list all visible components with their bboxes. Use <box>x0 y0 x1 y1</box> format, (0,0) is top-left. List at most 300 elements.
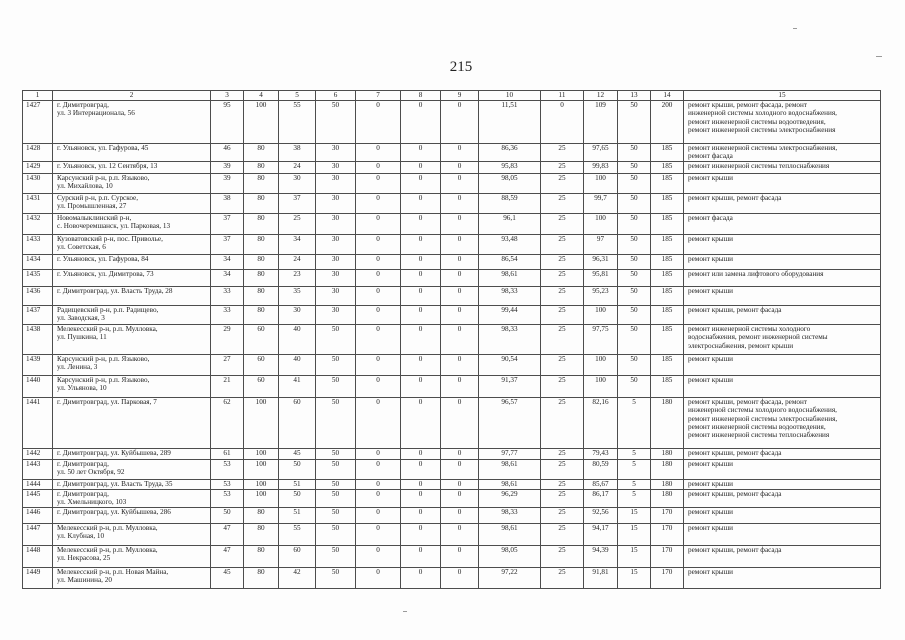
value-col-14-cell: 170 <box>651 545 684 567</box>
column-number-header: 12 <box>584 91 618 101</box>
column-number-header: 7 <box>356 91 401 101</box>
column-number-header: 6 <box>316 91 356 101</box>
work-list-cell: ремонт крыши, ремонт фасада <box>684 545 881 567</box>
value-col-6-cell: 30 <box>316 144 356 162</box>
value-col-10-cell: 98,05 <box>479 173 541 193</box>
value-col-7-cell: 0 <box>356 305 401 324</box>
work-list-cell: ремонт крыши <box>684 459 881 479</box>
value-col-8-cell: 0 <box>401 324 441 354</box>
value-col-4-cell: 80 <box>244 161 279 173</box>
value-col-6-cell: 30 <box>316 254 356 269</box>
row-number-cell: 1446 <box>23 507 53 523</box>
value-col-14-cell: 170 <box>651 523 684 545</box>
value-col-6-cell: 30 <box>316 213 356 234</box>
table-row <box>23 375 881 397</box>
table-row <box>23 459 881 479</box>
table-row <box>23 161 881 173</box>
value-col-10-cell: 98,61 <box>479 269 541 286</box>
row-number-cell: 1437 <box>23 305 53 324</box>
value-col-6-cell: 30 <box>316 234 356 254</box>
address-cell: г. Димитровград, ул. Куйбышева, 286 <box>53 507 211 523</box>
value-col-14-cell: 185 <box>651 269 684 286</box>
row-number-cell: 1433 <box>23 234 53 254</box>
value-col-14-cell: 185 <box>651 254 684 269</box>
value-col-8-cell: 0 <box>401 354 441 375</box>
value-col-13-cell: 15 <box>618 507 651 523</box>
value-col-13-cell: 15 <box>618 523 651 545</box>
value-col-8-cell: 0 <box>401 305 441 324</box>
value-col-6-cell: 30 <box>316 269 356 286</box>
value-col-13-cell: 5 <box>618 489 651 507</box>
work-list-cell: ремонт крыши, ремонт фасада, ремонт инженерной системы холодного водоснабжения, ремонт инженерной системы электроснабжения, ремонт инженерной системы водоотведения, ремонт инженерной системы теплоснабжения <box>684 397 881 448</box>
value-col-13-cell: 5 <box>618 459 651 479</box>
value-col-9-cell: 0 <box>441 448 479 459</box>
value-col-4-cell: 80 <box>244 254 279 269</box>
work-list-cell: ремонт крыши <box>684 286 881 305</box>
value-col-11-cell: 25 <box>541 545 584 567</box>
value-col-11-cell: 25 <box>541 375 584 397</box>
value-col-5-cell: 41 <box>279 375 316 397</box>
value-col-14-cell: 185 <box>651 324 684 354</box>
value-col-10-cell: 95,83 <box>479 161 541 173</box>
value-col-3-cell: 61 <box>211 448 244 459</box>
value-col-3-cell: 37 <box>211 234 244 254</box>
value-col-11-cell: 25 <box>541 173 584 193</box>
column-number-header: 15 <box>684 91 881 101</box>
value-col-10-cell: 90,54 <box>479 354 541 375</box>
table-row <box>23 397 881 448</box>
work-list-cell: ремонт фасада <box>684 213 881 234</box>
value-col-12-cell: 95,81 <box>584 269 618 286</box>
value-col-11-cell: 25 <box>541 448 584 459</box>
value-col-7-cell: 0 <box>356 213 401 234</box>
value-col-8-cell: 0 <box>401 459 441 479</box>
value-col-14-cell: 185 <box>651 213 684 234</box>
value-col-7-cell: 0 <box>356 234 401 254</box>
table-row <box>23 286 881 305</box>
value-col-3-cell: 62 <box>211 397 244 448</box>
value-col-9-cell: 0 <box>441 567 479 588</box>
row-number-cell: 1439 <box>23 354 53 375</box>
value-col-3-cell: 50 <box>211 507 244 523</box>
row-number-cell: 1438 <box>23 324 53 354</box>
value-col-4-cell: 100 <box>244 459 279 479</box>
work-list-cell: ремонт инженерной системы теплоснабжения <box>684 161 881 173</box>
column-number-header: 4 <box>244 91 279 101</box>
value-col-3-cell: 29 <box>211 324 244 354</box>
value-col-11-cell: 25 <box>541 161 584 173</box>
value-col-14-cell: 185 <box>651 144 684 162</box>
value-col-12-cell: 100 <box>584 305 618 324</box>
address-cell: г. Ульяновск, ул. Гафурова, 84 <box>53 254 211 269</box>
value-col-14-cell: 180 <box>651 448 684 459</box>
value-col-14-cell: 185 <box>651 234 684 254</box>
value-col-4-cell: 80 <box>244 567 279 588</box>
work-list-cell: ремонт крыши, ремонт фасада <box>684 448 881 459</box>
row-number-cell: 1431 <box>23 193 53 213</box>
value-col-4-cell: 100 <box>244 101 279 144</box>
value-col-14-cell: 185 <box>651 161 684 173</box>
table-row <box>23 173 881 193</box>
value-col-12-cell: 97 <box>584 234 618 254</box>
address-cell: г. Димитровград, ул. Парковая, 7 <box>53 397 211 448</box>
table-row <box>23 254 881 269</box>
work-list-cell: ремонт крыши <box>684 173 881 193</box>
address-cell: г. Димитровград, ул. 3 Интернационала, 56 <box>53 101 211 144</box>
row-number-cell: 1441 <box>23 397 53 448</box>
value-col-6-cell: 50 <box>316 354 356 375</box>
value-col-5-cell: 34 <box>279 234 316 254</box>
value-col-5-cell: 55 <box>279 523 316 545</box>
value-col-3-cell: 39 <box>211 173 244 193</box>
work-list-cell: ремонт крыши <box>684 234 881 254</box>
row-number-cell: 1440 <box>23 375 53 397</box>
value-col-8-cell: 0 <box>401 567 441 588</box>
row-number-cell: 1436 <box>23 286 53 305</box>
value-col-9-cell: 0 <box>441 305 479 324</box>
address-cell: Сурский р-н, р.п. Сурское, ул. Промышленная, 27 <box>53 193 211 213</box>
value-col-9-cell: 0 <box>441 545 479 567</box>
value-col-11-cell: 25 <box>541 324 584 354</box>
table-row <box>23 489 881 507</box>
value-col-7-cell: 0 <box>356 545 401 567</box>
data-table <box>22 90 881 589</box>
value-col-13-cell: 50 <box>618 193 651 213</box>
column-number-header: 14 <box>651 91 684 101</box>
value-col-6-cell: 30 <box>316 305 356 324</box>
value-col-7-cell: 0 <box>356 254 401 269</box>
value-col-11-cell: 25 <box>541 269 584 286</box>
value-col-10-cell: 96,1 <box>479 213 541 234</box>
value-col-11-cell: 0 <box>541 101 584 144</box>
value-col-11-cell: 25 <box>541 286 584 305</box>
value-col-3-cell: 34 <box>211 254 244 269</box>
value-col-10-cell: 86,54 <box>479 254 541 269</box>
value-col-11-cell: 25 <box>541 479 584 489</box>
value-col-13-cell: 50 <box>618 234 651 254</box>
value-col-14-cell: 170 <box>651 507 684 523</box>
value-col-4-cell: 100 <box>244 489 279 507</box>
value-col-8-cell: 0 <box>401 489 441 507</box>
value-col-8-cell: 0 <box>401 523 441 545</box>
work-list-cell: ремонт крыши <box>684 254 881 269</box>
value-col-3-cell: 46 <box>211 144 244 162</box>
scan-mark <box>403 611 407 612</box>
value-col-9-cell: 0 <box>441 144 479 162</box>
value-col-10-cell: 96,57 <box>479 397 541 448</box>
address-cell: г. Димитровград, ул. Власть Труда, 35 <box>53 479 211 489</box>
value-col-13-cell: 50 <box>618 173 651 193</box>
value-col-3-cell: 39 <box>211 161 244 173</box>
value-col-12-cell: 85,67 <box>584 479 618 489</box>
value-col-4-cell: 60 <box>244 375 279 397</box>
value-col-9-cell: 0 <box>441 523 479 545</box>
value-col-8-cell: 0 <box>401 144 441 162</box>
value-col-8-cell: 0 <box>401 448 441 459</box>
value-col-6-cell: 50 <box>316 507 356 523</box>
value-col-9-cell: 0 <box>441 286 479 305</box>
value-col-5-cell: 60 <box>279 545 316 567</box>
value-col-12-cell: 92,56 <box>584 507 618 523</box>
value-col-4-cell: 80 <box>244 507 279 523</box>
table-row <box>23 269 881 286</box>
value-col-9-cell: 0 <box>441 234 479 254</box>
value-col-10-cell: 98,05 <box>479 545 541 567</box>
value-col-4-cell: 80 <box>244 286 279 305</box>
value-col-5-cell: 51 <box>279 479 316 489</box>
value-col-11-cell: 25 <box>541 305 584 324</box>
value-col-9-cell: 0 <box>441 397 479 448</box>
address-cell: Мелекесский р-н, р.п. Новая Майна, ул. Машинина, 20 <box>53 567 211 588</box>
value-col-4-cell: 60 <box>244 354 279 375</box>
column-number-header: 3 <box>211 91 244 101</box>
value-col-12-cell: 91,81 <box>584 567 618 588</box>
value-col-13-cell: 50 <box>618 161 651 173</box>
value-col-10-cell: 98,61 <box>479 459 541 479</box>
value-col-10-cell: 98,33 <box>479 324 541 354</box>
value-col-5-cell: 37 <box>279 193 316 213</box>
value-col-14-cell: 185 <box>651 375 684 397</box>
value-col-7-cell: 0 <box>356 507 401 523</box>
row-number-cell: 1434 <box>23 254 53 269</box>
value-col-14-cell: 200 <box>651 101 684 144</box>
table-row <box>23 144 881 162</box>
value-col-13-cell: 50 <box>618 324 651 354</box>
value-col-9-cell: 0 <box>441 324 479 354</box>
value-col-11-cell: 25 <box>541 397 584 448</box>
address-cell: Мелекесский р-н, р.п. Мулловка, ул. Некрасова, 25 <box>53 545 211 567</box>
value-col-9-cell: 0 <box>441 269 479 286</box>
value-col-3-cell: 47 <box>211 545 244 567</box>
row-number-cell: 1447 <box>23 523 53 545</box>
value-col-12-cell: 100 <box>584 213 618 234</box>
value-col-8-cell: 0 <box>401 161 441 173</box>
value-col-6-cell: 50 <box>316 479 356 489</box>
column-number-header: 9 <box>441 91 479 101</box>
work-list-cell: ремонт крыши, ремонт фасада <box>684 489 881 507</box>
value-col-11-cell: 25 <box>541 144 584 162</box>
table-row <box>23 213 881 234</box>
value-col-7-cell: 0 <box>356 523 401 545</box>
value-col-3-cell: 53 <box>211 459 244 479</box>
row-number-cell: 1443 <box>23 459 53 479</box>
address-cell: Карсунский р-н, р.п. Языково, ул. Ленина, 3 <box>53 354 211 375</box>
value-col-6-cell: 50 <box>316 324 356 354</box>
value-col-7-cell: 0 <box>356 567 401 588</box>
work-list-cell: ремонт крыши, ремонт фасада <box>684 305 881 324</box>
value-col-14-cell: 180 <box>651 479 684 489</box>
value-col-8-cell: 0 <box>401 375 441 397</box>
row-number-cell: 1444 <box>23 479 53 489</box>
value-col-4-cell: 80 <box>244 523 279 545</box>
value-col-7-cell: 0 <box>356 269 401 286</box>
value-col-10-cell: 98,61 <box>479 523 541 545</box>
value-col-6-cell: 50 <box>316 397 356 448</box>
address-cell: г. Димитровград, ул. Власть Труда, 28 <box>53 286 211 305</box>
value-col-9-cell: 0 <box>441 101 479 144</box>
value-col-11-cell: 25 <box>541 213 584 234</box>
column-number-header: 10 <box>479 91 541 101</box>
value-col-13-cell: 5 <box>618 479 651 489</box>
value-col-4-cell: 80 <box>244 545 279 567</box>
value-col-12-cell: 86,17 <box>584 489 618 507</box>
value-col-12-cell: 94,17 <box>584 523 618 545</box>
row-number-cell: 1442 <box>23 448 53 459</box>
value-col-12-cell: 100 <box>584 354 618 375</box>
scan-mark <box>876 56 882 57</box>
value-col-14-cell: 170 <box>651 567 684 588</box>
value-col-12-cell: 95,23 <box>584 286 618 305</box>
work-list-cell: ремонт крыши <box>684 479 881 489</box>
table-row <box>23 324 881 354</box>
work-list-cell: ремонт инженерной системы электроснабжения, ремонт фасада <box>684 144 881 162</box>
column-number-header: 1 <box>23 91 53 101</box>
value-col-13-cell: 50 <box>618 305 651 324</box>
value-col-8-cell: 0 <box>401 479 441 489</box>
value-col-5-cell: 50 <box>279 489 316 507</box>
value-col-3-cell: 47 <box>211 523 244 545</box>
value-col-8-cell: 0 <box>401 101 441 144</box>
value-col-13-cell: 5 <box>618 448 651 459</box>
table-row <box>23 545 881 567</box>
row-number-cell: 1432 <box>23 213 53 234</box>
value-col-4-cell: 80 <box>244 173 279 193</box>
value-col-3-cell: 21 <box>211 375 244 397</box>
work-list-cell: ремонт инженерной системы холодного водоснабжения, ремонт инженерной системы электроснабжения, ремонт крыши <box>684 324 881 354</box>
value-col-5-cell: 40 <box>279 354 316 375</box>
value-col-6-cell: 30 <box>316 193 356 213</box>
value-col-7-cell: 0 <box>356 375 401 397</box>
work-list-cell: ремонт крыши <box>684 375 881 397</box>
value-col-14-cell: 185 <box>651 193 684 213</box>
value-col-7-cell: 0 <box>356 324 401 354</box>
value-col-5-cell: 24 <box>279 254 316 269</box>
value-col-9-cell: 0 <box>441 459 479 479</box>
value-col-12-cell: 99,83 <box>584 161 618 173</box>
value-col-6-cell: 30 <box>316 161 356 173</box>
value-col-6-cell: 50 <box>316 567 356 588</box>
value-col-14-cell: 180 <box>651 397 684 448</box>
value-col-4-cell: 80 <box>244 305 279 324</box>
address-cell: г. Ульяновск, ул. Димитрова, 73 <box>53 269 211 286</box>
value-col-12-cell: 94,39 <box>584 545 618 567</box>
address-cell: Карсунский р-н, р.п. Языково, ул. Ульянова, 10 <box>53 375 211 397</box>
value-col-11-cell: 25 <box>541 234 584 254</box>
value-col-7-cell: 0 <box>356 144 401 162</box>
value-col-12-cell: 109 <box>584 101 618 144</box>
value-col-7-cell: 0 <box>356 286 401 305</box>
table-row <box>23 193 881 213</box>
table-row <box>23 507 881 523</box>
value-col-3-cell: 37 <box>211 213 244 234</box>
value-col-9-cell: 0 <box>441 254 479 269</box>
value-col-4-cell: 100 <box>244 479 279 489</box>
value-col-5-cell: 30 <box>279 173 316 193</box>
address-cell: г. Ульяновск, ул. 12 Сентября, 13 <box>53 161 211 173</box>
address-cell: Кузоватовский р-н, пос. Приволье, ул. Советская, 6 <box>53 234 211 254</box>
value-col-9-cell: 0 <box>441 375 479 397</box>
value-col-5-cell: 38 <box>279 144 316 162</box>
value-col-12-cell: 96,31 <box>584 254 618 269</box>
address-cell: г. Димитровград, ул. Куйбышева, 289 <box>53 448 211 459</box>
value-col-13-cell: 50 <box>618 101 651 144</box>
value-col-8-cell: 0 <box>401 254 441 269</box>
value-col-9-cell: 0 <box>441 173 479 193</box>
value-col-3-cell: 33 <box>211 305 244 324</box>
value-col-13-cell: 50 <box>618 213 651 234</box>
value-col-8-cell: 0 <box>401 507 441 523</box>
value-col-8-cell: 0 <box>401 545 441 567</box>
value-col-6-cell: 50 <box>316 101 356 144</box>
value-col-8-cell: 0 <box>401 213 441 234</box>
value-col-10-cell: 96,29 <box>479 489 541 507</box>
address-cell: Мелекесский р-н, р.п. Мулловка, ул. Пушкина, 11 <box>53 324 211 354</box>
value-col-4-cell: 100 <box>244 397 279 448</box>
value-col-14-cell: 185 <box>651 354 684 375</box>
row-number-cell: 1445 <box>23 489 53 507</box>
value-col-11-cell: 25 <box>541 254 584 269</box>
value-col-11-cell: 25 <box>541 567 584 588</box>
value-col-5-cell: 23 <box>279 269 316 286</box>
scan-mark <box>793 28 797 29</box>
value-col-10-cell: 88,59 <box>479 193 541 213</box>
value-col-10-cell: 97,77 <box>479 448 541 459</box>
value-col-7-cell: 0 <box>356 459 401 479</box>
table-row <box>23 234 881 254</box>
table-header-row <box>23 91 881 101</box>
value-col-13-cell: 50 <box>618 375 651 397</box>
address-cell: Карсунский р-н, р.п. Языково, ул. Михайлова, 10 <box>53 173 211 193</box>
address-cell: Новомалыклинский р-н, с. Новочеремшанск, ул. Парковая, 13 <box>53 213 211 234</box>
value-col-5-cell: 50 <box>279 459 316 479</box>
value-col-7-cell: 0 <box>356 479 401 489</box>
table-row <box>23 101 881 144</box>
value-col-7-cell: 0 <box>356 193 401 213</box>
value-col-7-cell: 0 <box>356 173 401 193</box>
value-col-9-cell: 0 <box>441 213 479 234</box>
address-cell: Мелекесский р-н, р.п. Мулловка, ул. Клубная, 10 <box>53 523 211 545</box>
value-col-9-cell: 0 <box>441 193 479 213</box>
row-number-cell: 1427 <box>23 101 53 144</box>
value-col-6-cell: 50 <box>316 545 356 567</box>
column-number-header: 2 <box>53 91 211 101</box>
value-col-5-cell: 40 <box>279 324 316 354</box>
value-col-8-cell: 0 <box>401 286 441 305</box>
work-list-cell: ремонт крыши <box>684 354 881 375</box>
value-col-13-cell: 15 <box>618 545 651 567</box>
value-col-5-cell: 35 <box>279 286 316 305</box>
value-col-5-cell: 45 <box>279 448 316 459</box>
value-col-13-cell: 15 <box>618 567 651 588</box>
value-col-5-cell: 51 <box>279 507 316 523</box>
value-col-5-cell: 24 <box>279 161 316 173</box>
value-col-10-cell: 93,48 <box>479 234 541 254</box>
value-col-8-cell: 0 <box>401 193 441 213</box>
value-col-3-cell: 53 <box>211 479 244 489</box>
address-cell: Радищевский р-н, р.п. Радищево, ул. Заводская, 3 <box>53 305 211 324</box>
value-col-9-cell: 0 <box>441 507 479 523</box>
work-list-cell: ремонт крыши <box>684 567 881 588</box>
value-col-3-cell: 34 <box>211 269 244 286</box>
address-cell: г. Димитровград, ул. 50 лет Октября, 92 <box>53 459 211 479</box>
value-col-14-cell: 180 <box>651 459 684 479</box>
value-col-7-cell: 0 <box>356 397 401 448</box>
value-col-5-cell: 42 <box>279 567 316 588</box>
value-col-11-cell: 25 <box>541 507 584 523</box>
value-col-11-cell: 25 <box>541 459 584 479</box>
value-col-7-cell: 0 <box>356 448 401 459</box>
value-col-12-cell: 100 <box>584 173 618 193</box>
